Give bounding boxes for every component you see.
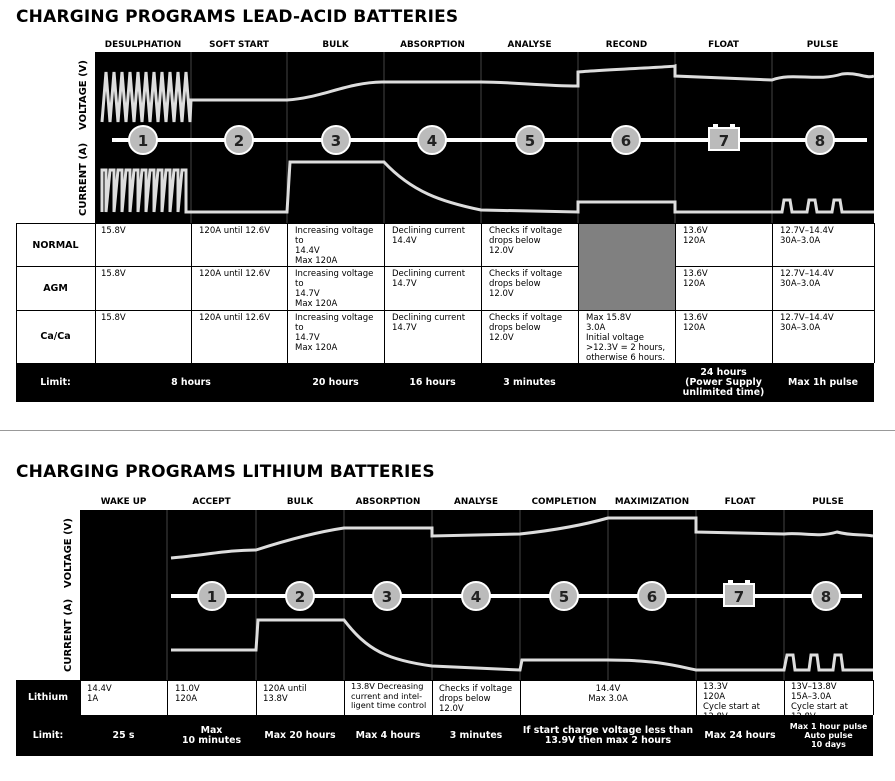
phase-header: ABSORPTION — [355, 497, 421, 507]
table-cell: 13.6V 120A — [683, 269, 708, 289]
section-separator — [0, 430, 895, 431]
step-4-icon — [418, 126, 446, 154]
step-4-icon — [462, 582, 490, 610]
svg-text:1: 1 — [206, 588, 218, 606]
svg-text:8: 8 — [820, 588, 832, 606]
phase-header: DESULPHATION — [104, 40, 182, 50]
phase-header: ACCEPT — [192, 497, 231, 507]
limit-value: Max 20 hours — [264, 729, 336, 741]
limit-value: Max 4 hours — [355, 729, 421, 741]
step-3-icon — [322, 126, 350, 154]
divider — [191, 223, 192, 363]
svg-text:4: 4 — [470, 588, 482, 606]
lead-acid-charge-diagram — [72, 52, 874, 223]
phase-header: RECOND — [605, 40, 648, 50]
table-cell: Checks if voltage drops below 12.0V — [489, 269, 563, 299]
svg-text:6: 6 — [620, 132, 632, 150]
divider — [384, 223, 385, 363]
table-cell: 15.8V — [101, 226, 126, 236]
table-cell: Increasing voltage to 14.7V Max 120A — [295, 269, 374, 309]
divider — [675, 223, 676, 363]
row-label-agm: AGM — [43, 283, 68, 294]
phase-header: ANALYSE — [454, 497, 498, 507]
table-cell: 13.6V 120A — [683, 226, 708, 246]
step-2-icon — [225, 126, 253, 154]
table-cell: 120A until 13.8V — [263, 684, 307, 704]
divider — [481, 223, 482, 363]
table-cell: 120A until 12.6V — [199, 313, 271, 323]
phase-header: ABSORPTION — [400, 40, 465, 50]
phase-header: MAXIMIZATION — [614, 497, 690, 507]
table-cell: 11.0V 120A — [175, 684, 200, 704]
table-cell: Checks if voltage drops below 12.0V — [439, 684, 513, 714]
svg-text:8: 8 — [814, 132, 826, 150]
table-cell: 15.8V — [101, 313, 126, 323]
lithium-charge-diagram — [57, 510, 873, 680]
table-cell: 13.3V 120A Cycle start at — [703, 682, 760, 712]
divider — [696, 680, 697, 715]
svg-text:1: 1 — [137, 132, 149, 150]
current-axis-label: CURRENT (A) — [63, 598, 74, 672]
step-5-icon — [550, 582, 578, 610]
lead-acid-title: CHARGING PROGRAMS LEAD-ACID BATTERIES — [16, 7, 459, 27]
table-cell: Max 15.8V 3.0A Initial voltage >12.3V = 2 hours, otherwise 6 hours. — [586, 313, 666, 363]
row-label-caca: Ca/Ca — [40, 331, 71, 342]
table-cell: 14.4V Max 3.0A — [588, 684, 628, 704]
divider — [432, 680, 433, 715]
divider — [772, 223, 773, 363]
table-cell: Declining current 14.4V — [392, 226, 466, 246]
phase-header: BULK — [322, 40, 349, 50]
svg-text:3: 3 — [381, 588, 393, 606]
voltage-axis-label: VOLTAGE (V) — [63, 518, 74, 588]
limit-value: 25 s — [112, 729, 135, 741]
svg-text:2: 2 — [233, 132, 245, 150]
divider — [167, 680, 168, 715]
table-cell: 13.8V Decreasing current and intel- ligent time control — [351, 681, 427, 710]
limit-label: Limit: — [32, 729, 64, 741]
divider — [95, 223, 96, 363]
limit-value: 3 minutes — [449, 729, 503, 741]
step-6-icon — [612, 126, 640, 154]
limit-value: If start charge voltage less than 13.9V then max 2 hours — [522, 724, 694, 746]
limit-value: Max 1h pulse — [788, 376, 858, 388]
current-axis-label: CURRENT (A) — [78, 142, 89, 216]
table-cell: 120A until 12.6V — [199, 269, 271, 279]
step-6-icon — [638, 582, 666, 610]
limit-value: 8 hours — [171, 376, 211, 388]
table-cell: Declining current 14.7V — [392, 313, 466, 333]
battery-7-icon — [709, 124, 739, 150]
divider — [80, 680, 81, 715]
voltage-axis-label: VOLTAGE (V) — [78, 60, 89, 130]
table-cell: 12.7V–14.4V 30A–3.0A — [780, 226, 834, 246]
table-cell: 13.6V 120A — [683, 313, 708, 333]
lithium-title: CHARGING PROGRAMS LITHIUM BATTERIES — [16, 462, 435, 482]
phase-header: FLOAT — [724, 497, 756, 507]
svg-text:5: 5 — [524, 132, 536, 150]
divider — [874, 223, 875, 363]
limit-value: Max 1 hour pulse Auto pulse 10 days — [789, 722, 868, 749]
table-cell: 120A until 12.6V — [199, 226, 271, 236]
step-1-icon — [198, 582, 226, 610]
limit-value: 16 hours — [409, 376, 456, 388]
table-cell: Declining current 14.7V — [392, 269, 466, 289]
limit-value: 20 hours — [312, 376, 359, 388]
diagram-background — [95, 52, 874, 223]
limit-label: Limit: — [40, 376, 71, 388]
limit-value: 3 minutes — [503, 376, 556, 388]
divider — [344, 680, 345, 715]
table-cell: Checks if voltage drops below 12.0V — [489, 226, 563, 256]
step-5-icon — [516, 126, 544, 154]
phase-header: SOFT START — [209, 40, 269, 50]
svg-text:5: 5 — [558, 588, 570, 606]
limit-value: Max 10 minutes — [181, 724, 242, 746]
phase-header: FLOAT — [708, 40, 739, 50]
row-label-normal: NORMAL — [32, 240, 79, 251]
table-cell: Increasing voltage to 14.7V Max 120A — [295, 313, 374, 353]
divider — [873, 680, 874, 715]
svg-text:2: 2 — [294, 588, 306, 606]
table-cell: Increasing voltage to 14.4V Max 120A — [295, 226, 374, 266]
step-8-icon — [806, 126, 834, 154]
limit-value: 24 hours (Power Supply unlimited time) — [682, 366, 765, 398]
svg-text:7: 7 — [733, 588, 745, 606]
divider — [256, 680, 257, 715]
table-cell: 12.7V–14.4V 30A–3.0A — [780, 269, 834, 289]
table-cell: 14.4V 1A — [87, 684, 112, 704]
divider — [784, 680, 785, 715]
divider — [287, 223, 288, 363]
phase-header: PULSE — [806, 40, 839, 50]
row-label-lithium: Lithium — [28, 691, 68, 703]
svg-text:4: 4 — [426, 132, 438, 150]
divider — [578, 223, 579, 363]
svg-text:3: 3 — [330, 132, 342, 150]
recond-not-applicable — [579, 224, 675, 310]
limit-value: Max 24 hours — [704, 729, 776, 741]
battery-7-icon — [724, 580, 754, 606]
phase-header: COMPLETION — [531, 497, 597, 507]
phase-header: BULK — [286, 497, 314, 507]
phase-header: WAKE UP — [100, 497, 147, 507]
table-cell: 12.7V–14.4V 30A–3.0A — [780, 313, 834, 333]
table-cell: 15.8V — [101, 269, 126, 279]
table-cell: Checks if voltage drops below 12.0V — [489, 313, 563, 343]
step-3-icon — [373, 582, 401, 610]
step-2-icon — [286, 582, 314, 610]
step-8-icon — [812, 582, 840, 610]
table-cell: 13V–13.8V 15A–3.0A Cycle start at — [791, 682, 848, 712]
phase-header: PULSE — [812, 497, 844, 507]
step-1-icon — [129, 126, 157, 154]
phase-header: ANALYSE — [507, 40, 552, 50]
svg-text:6: 6 — [646, 588, 658, 606]
svg-text:7: 7 — [718, 132, 730, 150]
